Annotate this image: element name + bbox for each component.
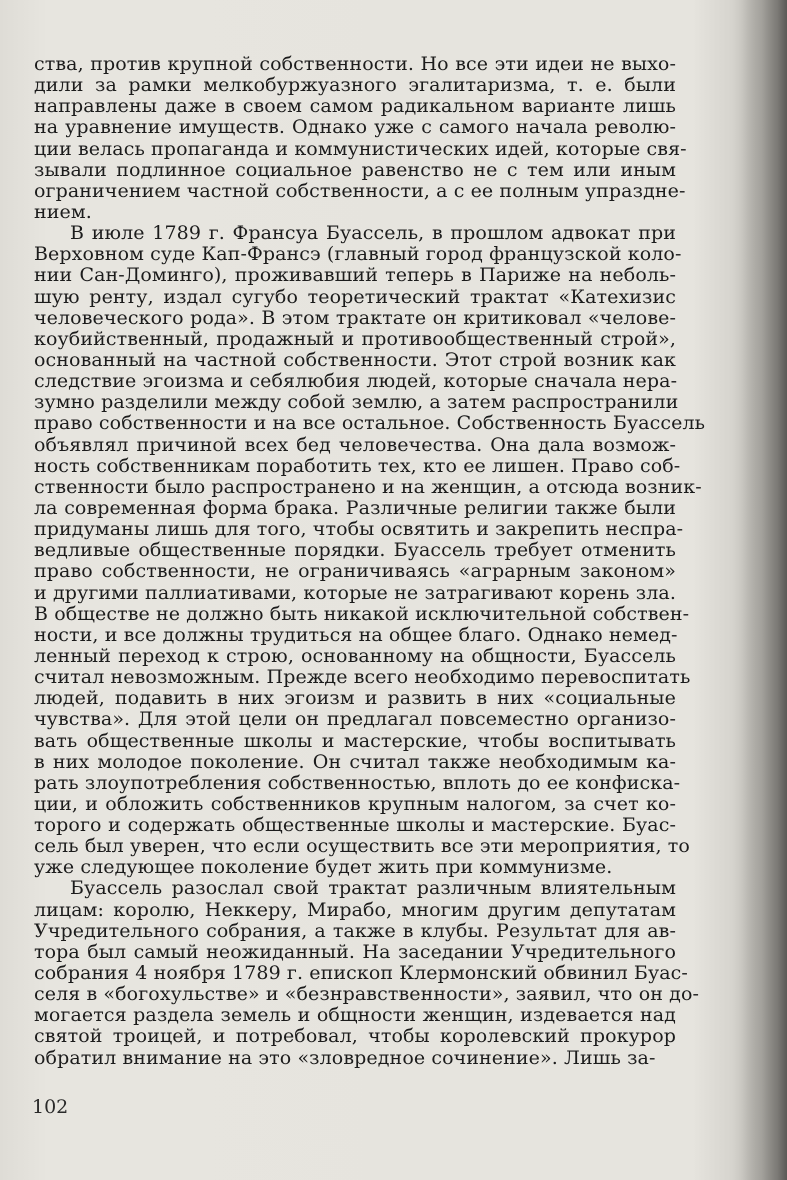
- text-line: ции велась пропаганда и коммунистических идей, которые свя-: [34, 137, 687, 160]
- text-line: ла современная форма брака. Различные религии также были: [34, 496, 676, 519]
- text-line: объявлял причиной всех бед человечества. Она дала возмож-: [34, 433, 676, 456]
- text-line: ства, против крупной собственности. Но все эти идеи не выхо-: [34, 53, 676, 75]
- text-line: ность собственникам поработить тех, кто ее лишен. Право соб-: [34, 454, 681, 477]
- text-line: Учредительного собрания, а также в клубы. Результат для ав-: [34, 919, 676, 942]
- text-line: людей, подавить в них эгоизм и развить в них «социальные: [34, 687, 676, 710]
- text-line: нии Сан-Доминго), проживавший теперь в Париже на неболь-: [34, 264, 676, 287]
- text-line: зумно разделили между собой землю, а затем распространили: [34, 391, 679, 414]
- text-line: ности, и все должны трудиться на общее благо. Однако немед-: [34, 623, 678, 646]
- text-line: на уравнение имуществ. Однако уже с самого начала револю-: [34, 116, 676, 139]
- text-line: основанный на частной собственности. Этот строй возник как: [34, 348, 676, 371]
- text-line: вать общественные школы и мастерские, чтобы воспитывать: [34, 729, 676, 752]
- text-line: обратил внимание на это «зловредное сочинение». Лишь за-: [34, 1046, 656, 1069]
- text-line: и другими паллиативами, которые не затрагивают корень зла.: [34, 581, 676, 604]
- text-line: право собственности, не ограничиваясь «аграрным законом»: [34, 560, 676, 583]
- text-line: в них молодое поколение. Он считал также необходимым ка-: [34, 750, 676, 773]
- text-line: нием.: [34, 200, 92, 223]
- text-line: чувства». Для этой цели он предлагал повсеместно организо-: [34, 708, 676, 731]
- paragraph: [34, 222, 706, 879]
- text-line: селя в «богохульстве» и «безнравственности», заявил, что он до-: [34, 983, 700, 1006]
- text-line: собрания 4 ноября 1789 г. епископ Клермонский обвинил Буас-: [34, 962, 688, 985]
- text-line: Буассель разослал свой трактат различным влиятельным: [70, 877, 676, 900]
- text-line: ции, и обложить собственников крупным налогом, за счет ко-: [34, 792, 676, 815]
- body-text: [34, 53, 706, 1069]
- paragraph: [34, 877, 700, 1069]
- text-line: ленный переход к строю, основанному на общности, Буассель: [34, 644, 676, 667]
- text-line: лицам: королю, Неккеру, Мирабо, многим другим депутатам: [34, 898, 676, 921]
- text-line: тора был самый неожиданный. На заседании Учредительного: [34, 940, 676, 963]
- text-line: право собственности и на все остальное. Собственность Буассель: [34, 412, 706, 435]
- text-line: В обществе не должно быть никакой исключительной собствен-: [34, 602, 690, 625]
- text-line: могается раздела земель и общности женщин, издевается над: [34, 1004, 676, 1027]
- text-line: святой троицей, и потребовал, чтобы королевский прокурор: [34, 1025, 676, 1048]
- text-line: следствие эгоизма и себялюбия людей, которые сначала нера-: [34, 370, 678, 393]
- text-line: человеческого рода». В этом трактате он критиковал «челове-: [34, 306, 676, 329]
- text-line: придуманы лишь для того, чтобы освятить и закрепить неспра-: [34, 518, 684, 541]
- text-line: Верховном суде Кап-Франсэ (главный город французской коло-: [34, 243, 682, 266]
- paragraph: [34, 53, 687, 223]
- text-line: считал невозможным. Прежде всего необходимо перевоспитать: [34, 666, 691, 689]
- text-line: В июле 1789 г. Франсуа Буассель, в прошлом адвокат при: [70, 222, 676, 245]
- text-line: ограничением частной собственности, а с ее полным упраздне-: [34, 179, 686, 202]
- page-gutter-shadow: [741, 0, 787, 1180]
- text-line: зывали подлинное социальное равенство не с тем или иным: [34, 158, 676, 181]
- text-line: ведливые общественные порядки. Буассель требует отменить: [34, 539, 676, 562]
- text-line: шую ренту, издал сугубо теоретический трактат «Катехизис: [34, 285, 676, 308]
- text-line: ственности было распространено и на женщин, а отсюда возник-: [34, 475, 702, 498]
- text-line: дили за рамки мелкобуржуазного эгалитаризма, т. е. были: [34, 74, 676, 97]
- text-line: направлены даже в своем самом радикальном варианте лишь: [34, 95, 676, 118]
- text-line: сель был уверен, что если осуществить все эти мероприятия, то: [34, 835, 690, 858]
- page-number: 102: [32, 1096, 69, 1118]
- text-line: рать злоупотребления собственностью, вплоть до ее конфиска-: [34, 771, 681, 794]
- text-line: торого и содержать общественные школы и мастерские. Буас-: [34, 814, 676, 837]
- text-line: уже следующее поколение будет жить при коммунизме.: [34, 856, 613, 879]
- text-line: коубийственный, продажный и противообщественный строй»,: [34, 327, 676, 350]
